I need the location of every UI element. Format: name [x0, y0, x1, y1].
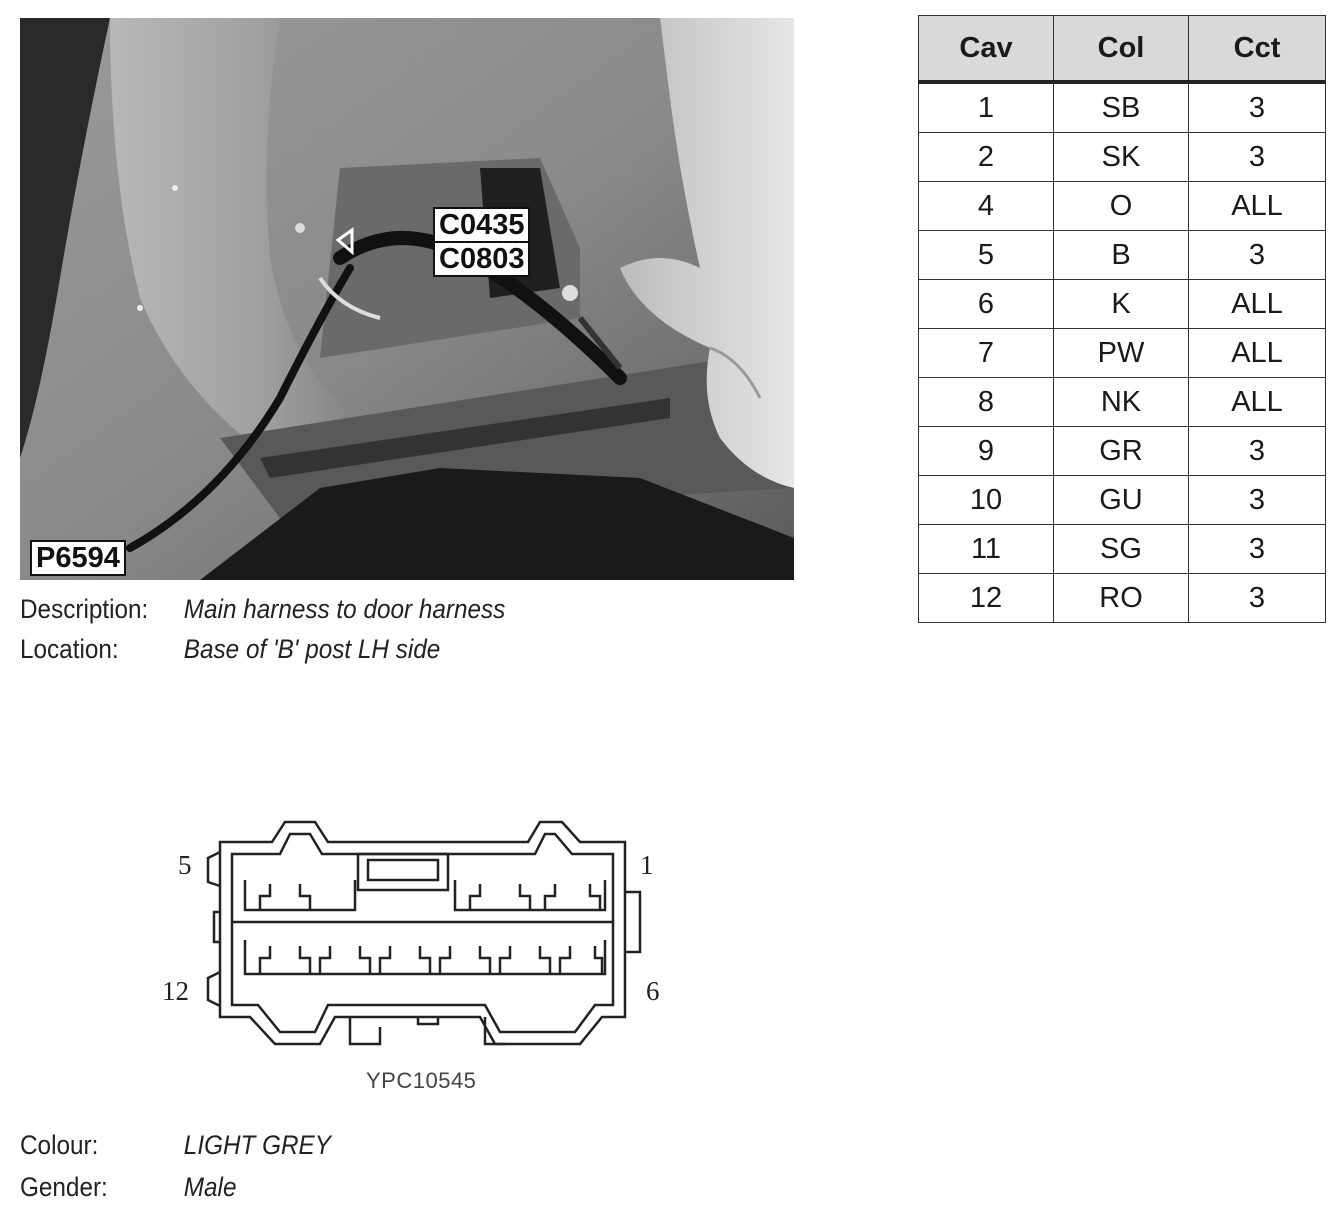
- cell-cav: 12: [919, 574, 1054, 623]
- pin-label-1: 1: [640, 850, 654, 880]
- header-cav: Cav: [919, 16, 1054, 83]
- cell-cav: 7: [919, 329, 1054, 378]
- header-col: Col: [1054, 16, 1189, 83]
- cell-col: PW: [1054, 329, 1189, 378]
- diagram-code: YPC10545: [366, 1068, 477, 1093]
- cell-cct: 3: [1189, 476, 1326, 525]
- cell-cav: 2: [919, 133, 1054, 182]
- colour-value: LIGHT GREY: [183, 1130, 331, 1160]
- table-row: [919, 133, 1326, 182]
- cell-col: GR: [1054, 427, 1189, 476]
- cell-col: NK: [1054, 378, 1189, 427]
- cell-col: B: [1054, 231, 1189, 280]
- pin-label-12: 12: [162, 976, 189, 1006]
- location-label: Location:: [20, 634, 119, 664]
- table-row: [919, 427, 1326, 476]
- cell-cct: ALL: [1189, 329, 1326, 378]
- table-row: [919, 82, 1326, 133]
- header-cct: Cct: [1189, 16, 1326, 83]
- location-line: [20, 634, 578, 670]
- cell-cct: 3: [1189, 133, 1326, 182]
- location-value: Base of 'B' post LH side: [183, 634, 441, 664]
- photo-illustration: [20, 18, 794, 580]
- cell-cct: ALL: [1189, 378, 1326, 427]
- connector-outline: [150, 812, 670, 1062]
- callout-c0803: C0803: [433, 241, 530, 277]
- cell-col: RO: [1054, 574, 1189, 623]
- cell-cav: 1: [919, 82, 1054, 133]
- pin-label-6: 6: [646, 976, 660, 1006]
- table-row: [919, 280, 1326, 329]
- cell-col: GU: [1054, 476, 1189, 525]
- table-row: [919, 476, 1326, 525]
- connector-face-diagram: [150, 812, 670, 1067]
- description-value: Main harness to door harness: [183, 594, 506, 624]
- description-line: [20, 594, 578, 630]
- table-row: [919, 378, 1326, 427]
- colour-label: Colour:: [20, 1130, 99, 1160]
- cell-cct: 3: [1189, 427, 1326, 476]
- gender-line: [20, 1172, 470, 1208]
- cell-cct: ALL: [1189, 182, 1326, 231]
- callout-c0435: C0435: [433, 207, 530, 243]
- cell-cct: 3: [1189, 574, 1326, 623]
- cell-col: SK: [1054, 133, 1189, 182]
- cell-cav: 5: [919, 231, 1054, 280]
- table-row: [919, 182, 1326, 231]
- table-row: [919, 329, 1326, 378]
- cell-cav: 6: [919, 280, 1054, 329]
- description-label: Description:: [20, 594, 149, 624]
- table-row: [919, 231, 1326, 280]
- pin-label-5: 5: [178, 850, 192, 880]
- pin-table: [918, 15, 1326, 623]
- cell-cav: 10: [919, 476, 1054, 525]
- cell-col: SB: [1054, 82, 1189, 133]
- cell-cav: 4: [919, 182, 1054, 231]
- cell-cav: 11: [919, 525, 1054, 574]
- cell-cct: 3: [1189, 231, 1326, 280]
- cell-col: SG: [1054, 525, 1189, 574]
- colour-line: [20, 1130, 470, 1166]
- cell-col: O: [1054, 182, 1189, 231]
- table-row: [919, 525, 1326, 574]
- cell-cct: 3: [1189, 525, 1326, 574]
- callout-p6594: P6594: [30, 540, 126, 576]
- table-row: [919, 574, 1326, 623]
- gender-label: Gender:: [20, 1172, 108, 1202]
- cell-cav: 8: [919, 378, 1054, 427]
- gender-value: Male: [183, 1172, 237, 1202]
- harness-photo: [20, 18, 794, 580]
- cell-col: K: [1054, 280, 1189, 329]
- cell-cav: 9: [919, 427, 1054, 476]
- cell-cct: ALL: [1189, 280, 1326, 329]
- cell-cct: 3: [1189, 82, 1326, 133]
- pin-table-header: [919, 16, 1326, 83]
